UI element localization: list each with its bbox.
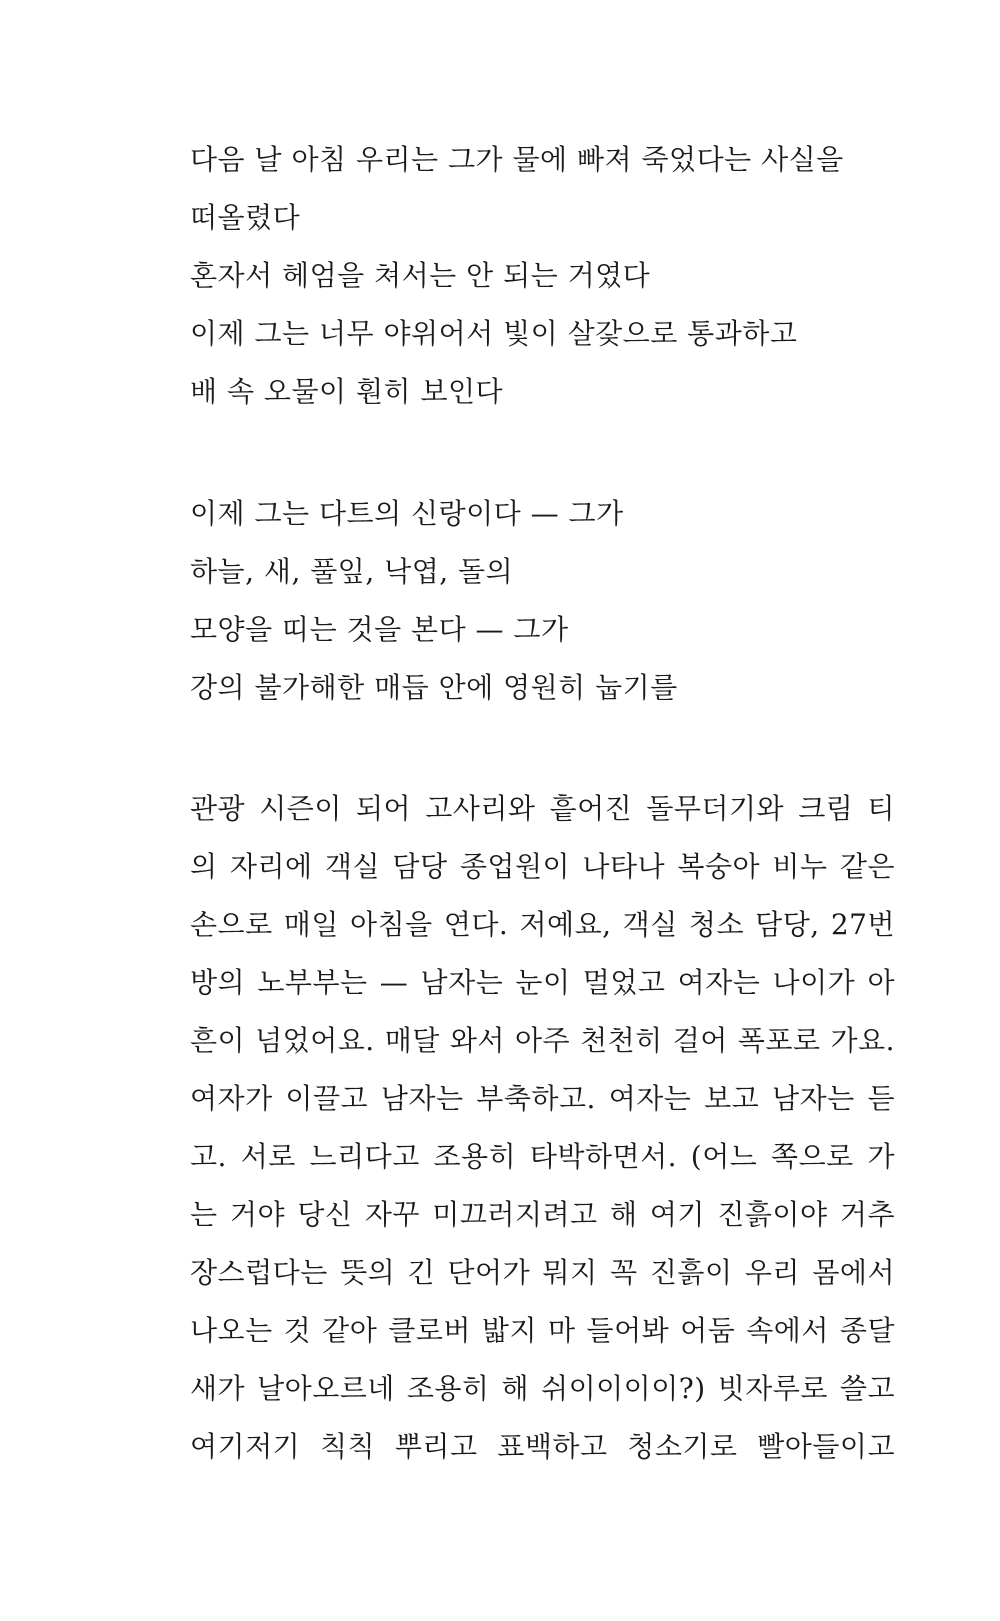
text-line: 나오는 것 같아 클로버 밟지 마 들어봐 어둠 속에서 종달 bbox=[190, 1314, 895, 1347]
text-line: 다음 날 아침 우리는 그가 물에 빠져 죽었다는 사실을 bbox=[190, 143, 844, 176]
text-line: 강의 불가해한 매듭 안에 영원히 눕기를 bbox=[190, 671, 678, 704]
text-line: 손으로 매일 아침을 연다. 저예요, 객실 청소 담당, 27번 bbox=[190, 908, 895, 941]
text-line: 흔이 넘었어요. 매달 와서 아주 천천히 걸어 폭포로 가요. bbox=[190, 1024, 895, 1057]
text-line: 떠올렸다 bbox=[190, 201, 301, 234]
text-line: 방의 노부부는 — 남자는 눈이 멀었고 여자는 나이가 아 bbox=[190, 966, 895, 999]
text-line: 고. 서로 느리다고 조용히 타박하면서. (어느 쪽으로 가 bbox=[190, 1140, 895, 1173]
text-line: 혼자서 헤엄을 쳐서는 안 되는 거였다 bbox=[190, 259, 651, 292]
text-line: 하늘, 새, 풀잎, 낙엽, 돌의 bbox=[190, 555, 514, 588]
text-line: 는 거야 당신 자꾸 미끄러지려고 해 여기 진흙이야 거추 bbox=[190, 1198, 895, 1231]
text-line: 이제 그는 너무 야위어서 빛이 살갗으로 통과하고 bbox=[190, 317, 798, 350]
stanza-2 bbox=[190, 485, 890, 717]
text-line: 의 자리에 객실 담당 종업원이 나타나 복숭아 비누 같은 bbox=[190, 850, 895, 883]
text-line: 장스럽다는 뜻의 긴 단어가 뭐지 꼭 진흙이 우리 몸에서 bbox=[190, 1256, 895, 1289]
text-line: 관광 시즌이 되어 고사리와 흩어진 돌무더기와 크림 티 bbox=[190, 792, 895, 825]
text-line: 배 속 오물이 훤히 보인다 bbox=[190, 375, 504, 408]
stanza-1 bbox=[190, 131, 890, 421]
text-line: 새가 날아오르네 조용히 해 쉬이이이이?) 빗자루로 쓸고 bbox=[190, 1372, 895, 1405]
text-line: 모양을 띠는 것을 본다 — 그가 bbox=[190, 613, 569, 646]
text-line: 이제 그는 다트의 신랑이다 — 그가 bbox=[190, 497, 624, 530]
text-line: 여자가 이끌고 남자는 부축하고. 여자는 보고 남자는 듣 bbox=[190, 1082, 895, 1115]
prose-paragraph bbox=[190, 780, 895, 1476]
text-line: 여기저기 칙칙 뿌리고 표백하고 청소기로 빨아들이고 bbox=[190, 1430, 895, 1463]
